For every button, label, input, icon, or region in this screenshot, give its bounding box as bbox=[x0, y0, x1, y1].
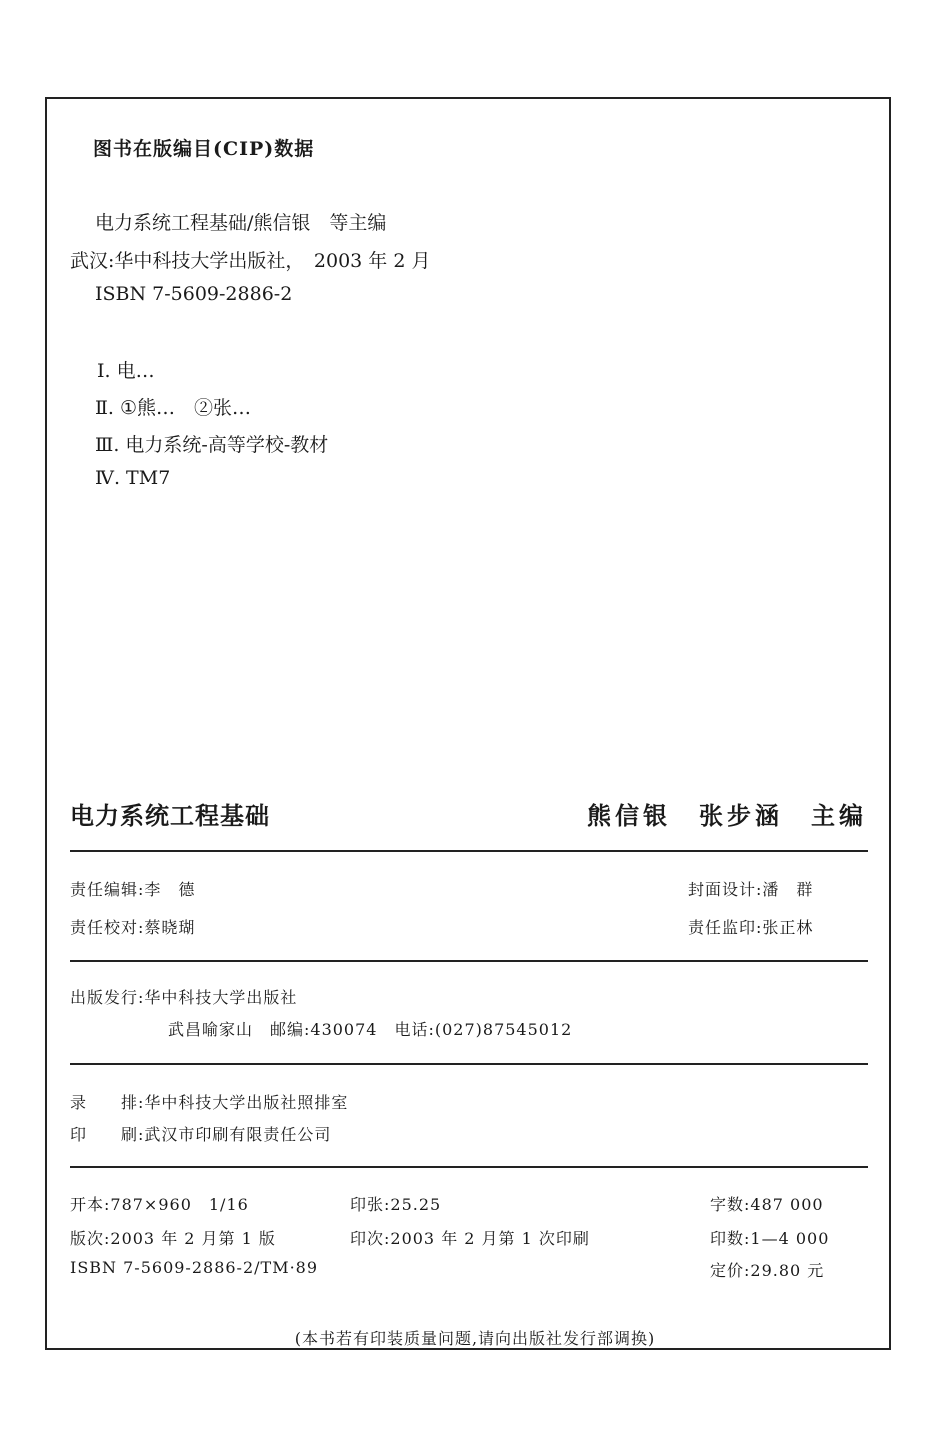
spec-print-run: 印数:1—4 000 bbox=[710, 1229, 830, 1248]
spec-price: 定价:29.80 元 bbox=[710, 1261, 825, 1280]
spec-isbn-class: ISBN 7-5609-2886-2/TM·89 bbox=[70, 1258, 319, 1277]
print-supervisor: 责任监印:张正林 bbox=[688, 918, 814, 937]
cip-title-line: 电力系统工程基础/熊信银 等主编 bbox=[95, 212, 387, 234]
typesetting: 录 排:华中科技大学出版社照排室 bbox=[70, 1093, 349, 1112]
proofreader: 责任校对:蔡晓瑚 bbox=[70, 918, 196, 937]
spec-words: 字数:487 000 bbox=[710, 1195, 824, 1214]
cip-heading: 图书在版编目(CIP)数据 bbox=[93, 138, 315, 160]
quality-notice: (本书若有印装质量问题,请向出版社发行部调换) bbox=[294, 1329, 656, 1348]
spec-format: 开本:787×960 1/16 bbox=[70, 1195, 249, 1214]
publisher-address: 武昌喻家山 邮编:430074 电话:(027)87545012 bbox=[168, 1020, 573, 1039]
printing: 印 刷:武汉市印刷有限责任公司 bbox=[70, 1125, 332, 1144]
book-title: 电力系统工程基础 bbox=[70, 801, 270, 830]
divider-4 bbox=[70, 1166, 868, 1168]
divider-1 bbox=[70, 850, 868, 852]
spec-impression: 印次:2003 年 2 月第 1 次印刷 bbox=[350, 1229, 590, 1248]
divider-2 bbox=[70, 960, 868, 962]
cip-subject-1: Ⅰ. 电… bbox=[97, 360, 155, 382]
divider-3 bbox=[70, 1063, 868, 1065]
book-editors: 熊信银 张步涵 主编 bbox=[587, 801, 867, 830]
responsible-editor: 责任编辑:李 德 bbox=[70, 880, 196, 899]
spec-sheets: 印张:25.25 bbox=[350, 1195, 442, 1214]
spec-edition: 版次:2003 年 2 月第 1 版 bbox=[70, 1229, 276, 1248]
cip-isbn-line: ISBN 7-5609-2886-2 bbox=[95, 283, 293, 305]
cip-subject-4: Ⅳ. TM7 bbox=[95, 467, 171, 489]
cip-subject-3: Ⅲ. 电力系统-高等学校-教材 bbox=[95, 434, 329, 456]
cip-publisher-line: 武汉:华中科技大学出版社， 2003 年 2 月 bbox=[70, 250, 431, 272]
publisher-distributor: 出版发行:华中科技大学出版社 bbox=[70, 988, 298, 1007]
cover-designer: 封面设计:潘 群 bbox=[688, 880, 814, 899]
cip-subject-2: Ⅱ. ①熊… ②张… bbox=[95, 397, 252, 419]
